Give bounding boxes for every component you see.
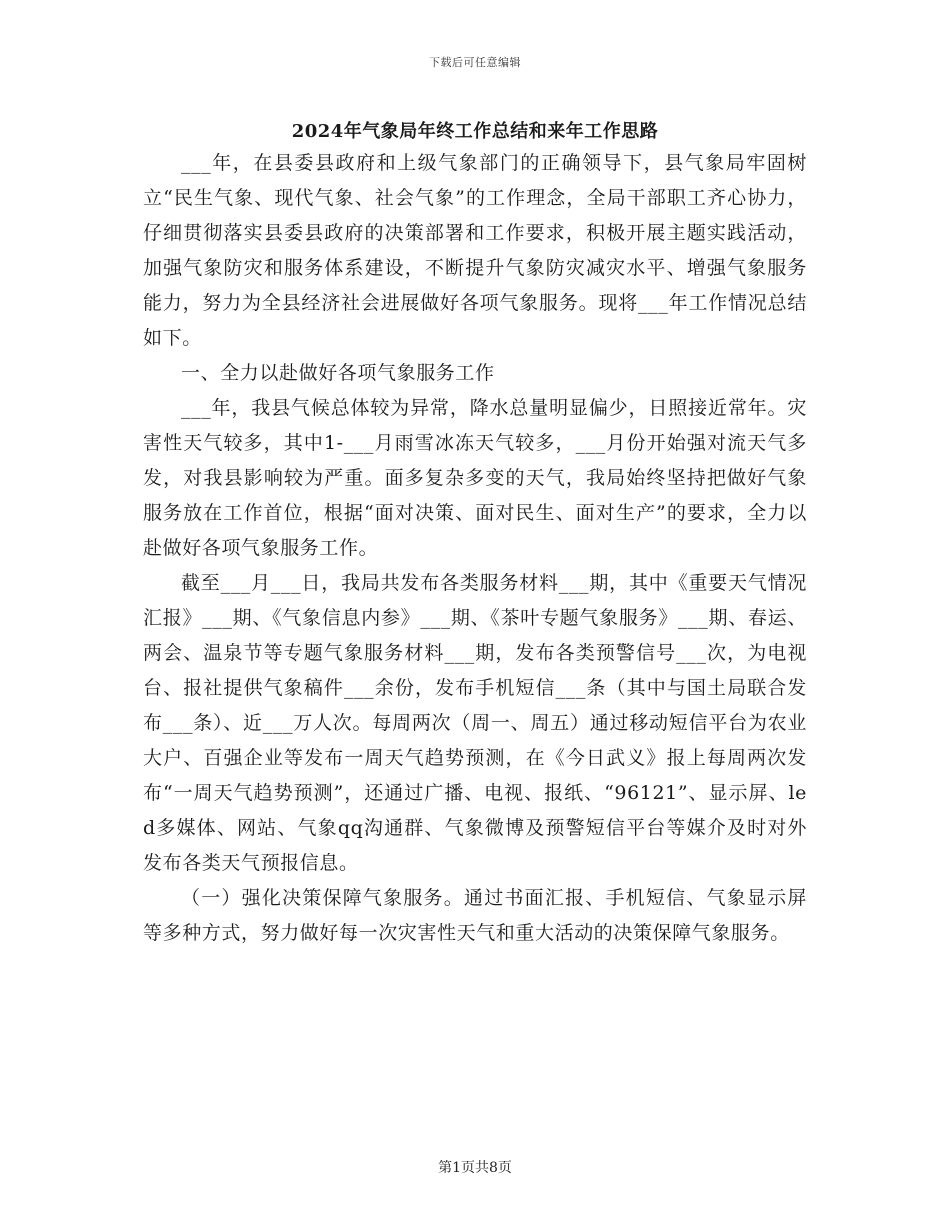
- paragraph-intro: ___年，在县委县政府和上级气象部门的正确领导下，县气象局牢固树立“民生气象、现代气象、社会气象”的工作理念，全局干部职工齐心协力，仔细贯彻落实县委县政府的决策部署和工作要求，积极开展主题实践活动，加强气象防灾和服务体系建设，不断提升气象防灾减灾水平、增强气象服务能力，努力为全县经济社会进展做好各项气象服务。现将___年工作情况总结如下。: [143, 152, 807, 349]
- paragraph-climate-overview: ___年，我县气候总体较为异常，降水总量明显偏少，日照接近常年。灾害性天气较多，其中1-___月雨雪冰冻天气较多，___月份开始强对流天气多发，对我县影响较为严重。面多复杂多变的天气，我局始终坚持把做好气象服务放在工作首位，根据“面对决策、面对民生、面对生产”的要求，全力以赴做好各项气象服务工作。: [143, 397, 807, 559]
- paragraph-service-statistics: 截至___月___日，我局共发布各类服务材料___期，其中《重要天气情况汇报》___期、《气象信息内参》___期、《茶叶专题气象服务》___期、春运、两会、温泉节等专题气象服务材料___期，发布各类预警信号___次，为电视台、报社提供气象稿件___余份，发布手机短信___条（其中与国土局联合发布___条）、近___万人次。每周两次（周一、周五）通过移动短信平台为农业大户、百强企业等发布一周天气趋势预测，在《今日武义》报上每周两次发布“一周天气趋势预测”，还通过广播、电视、报纸、“96121”、显示屏、led多媒体、网站、气象qq沟通群、气象微博及预警短信平台等媒介及时对外发布各类天气预报信息。: [143, 572, 807, 874]
- page-header-note: 下载后可任意编辑: [429, 56, 521, 69]
- section-heading-1: 一、全力以赴做好各项气象服务工作: [181, 362, 495, 384]
- page-number: 第1页共8页: [438, 1160, 512, 1176]
- paragraph-decision-service: （一）强化决策保障气象服务。通过书面汇报、手机短信、气象显示屏等多种方式，努力做好每一次灾害性天气和重大活动的决策保障气象服务。: [143, 887, 807, 944]
- document-body: [143, 146, 807, 951]
- document-title: 2024年气象局年终工作总结和来年工作思路: [291, 121, 659, 142]
